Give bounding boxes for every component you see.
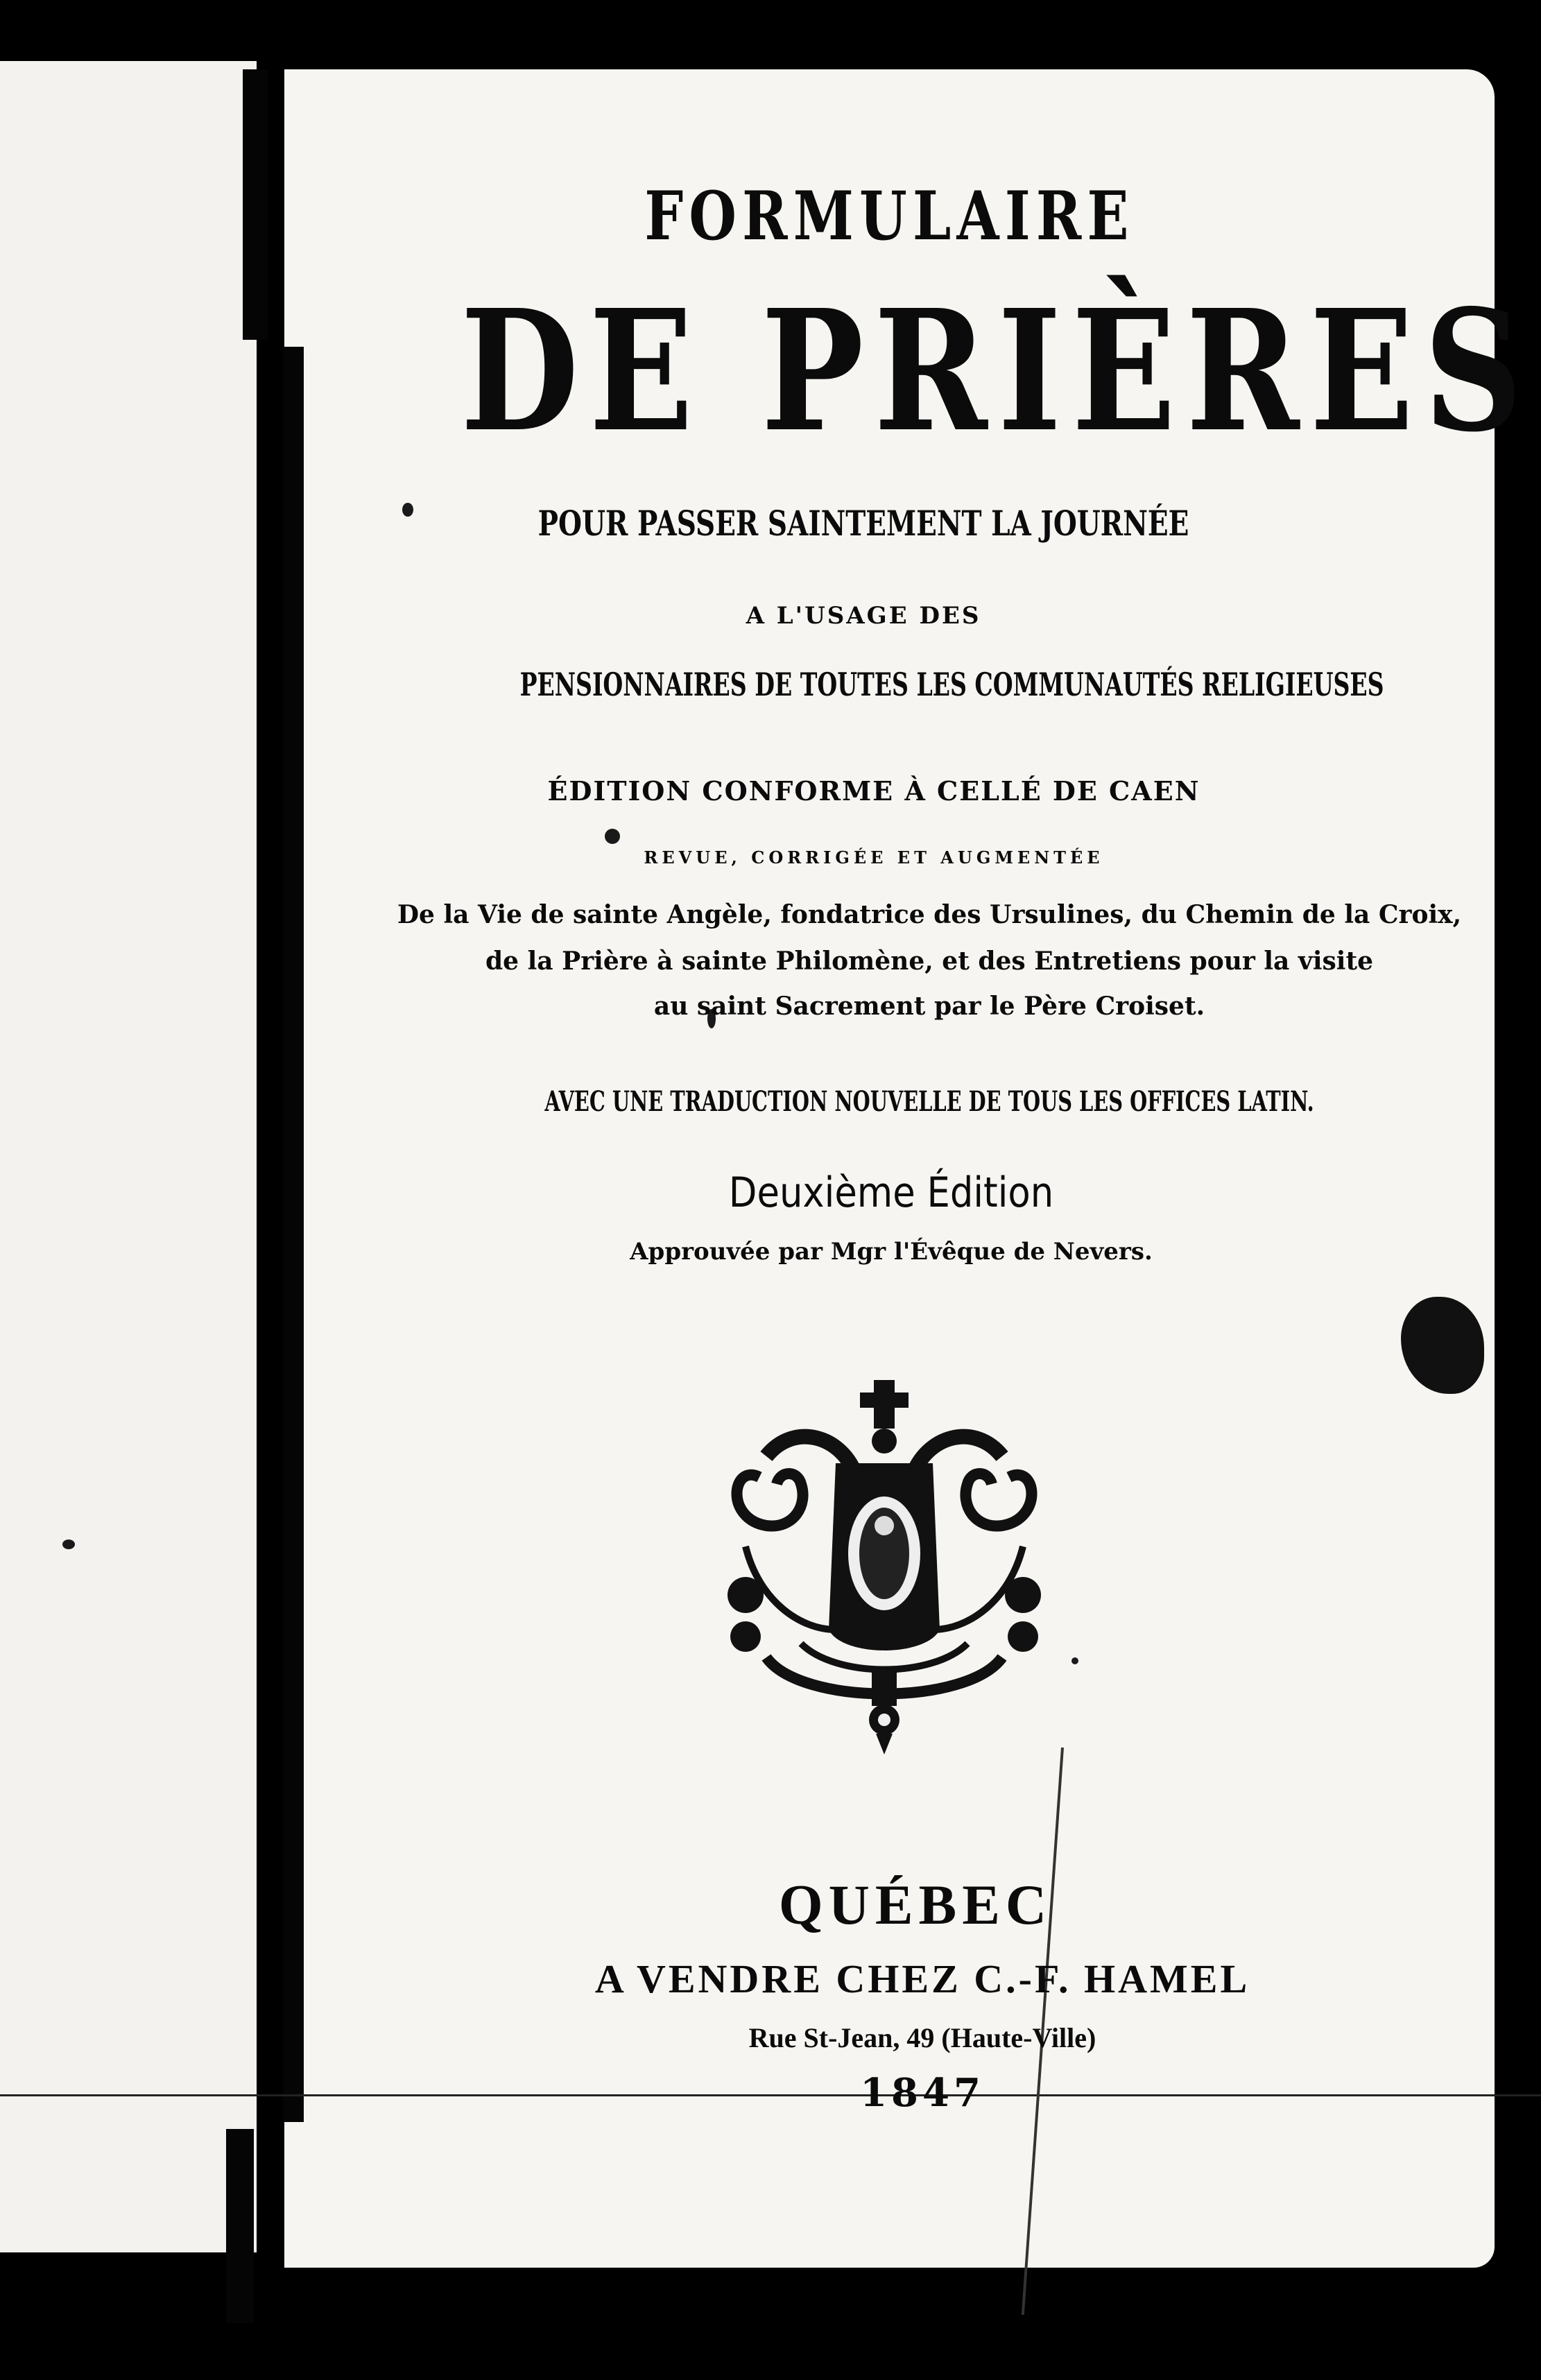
revision-note: REVUE, CORRIGÉE ET AUGMENTÉE [644, 847, 1104, 868]
approval-line: Approuvée par Mgr l'Évêque de Nevers. [630, 1238, 1153, 1266]
usage-line: A L'USAGE DES [746, 602, 981, 630]
imprint-city: QUÉBEC [778, 1873, 1053, 1936]
edition-note: ÉDITION CONFORME À CELLÉ DE CAEN [547, 775, 1200, 807]
description-line-3: au saint Sacrement par le Père Croiset. [653, 992, 1205, 1021]
binding-shadow [283, 347, 304, 2122]
title-line-2: DE PRIÈRES [460, 273, 1533, 469]
binding-shadow-top [243, 69, 268, 340]
binding-shadow-bottom [226, 2129, 254, 2323]
previous-leaf-edge [0, 61, 257, 2252]
description-line-1: De la Vie de sainte Angèle, fondatrice des Ursulines, du Chemin de la Croix, [397, 900, 1462, 929]
title-line-1: FORMULAIRE [644, 177, 1135, 255]
dust-speck [62, 1540, 75, 1549]
dust-speck [1071, 1657, 1078, 1664]
imprint-year: 1847 [860, 2070, 985, 2116]
dust-speck [402, 503, 413, 517]
cross-crest-ornament-icon [718, 1380, 1051, 1754]
translation-note: AVEC UNE TRADUCTION NOUVELLE DE TOUS LES OFFICES LATIN. [544, 1085, 1314, 1118]
dust-speck [605, 829, 620, 844]
audience-line: PENSIONNAIRES DE TOUTES LES COMMUNAUTÉS RELIGIEUSES [519, 666, 1384, 703]
description-line-2: de la Prière à sainte Philomène, et des Entretiens pour la visite [485, 947, 1373, 976]
imprint-publisher: A VENDRE CHEZ C.-F. HAMEL [594, 1956, 1250, 2001]
edition-number: Deuxième Édition [728, 1169, 1054, 1217]
imprint-address: Rue St-Jean, 49 (Haute-Ville) [748, 2022, 1096, 2053]
subtitle: POUR PASSER SAINTEMENT LA JOURNÉE [537, 503, 1189, 544]
